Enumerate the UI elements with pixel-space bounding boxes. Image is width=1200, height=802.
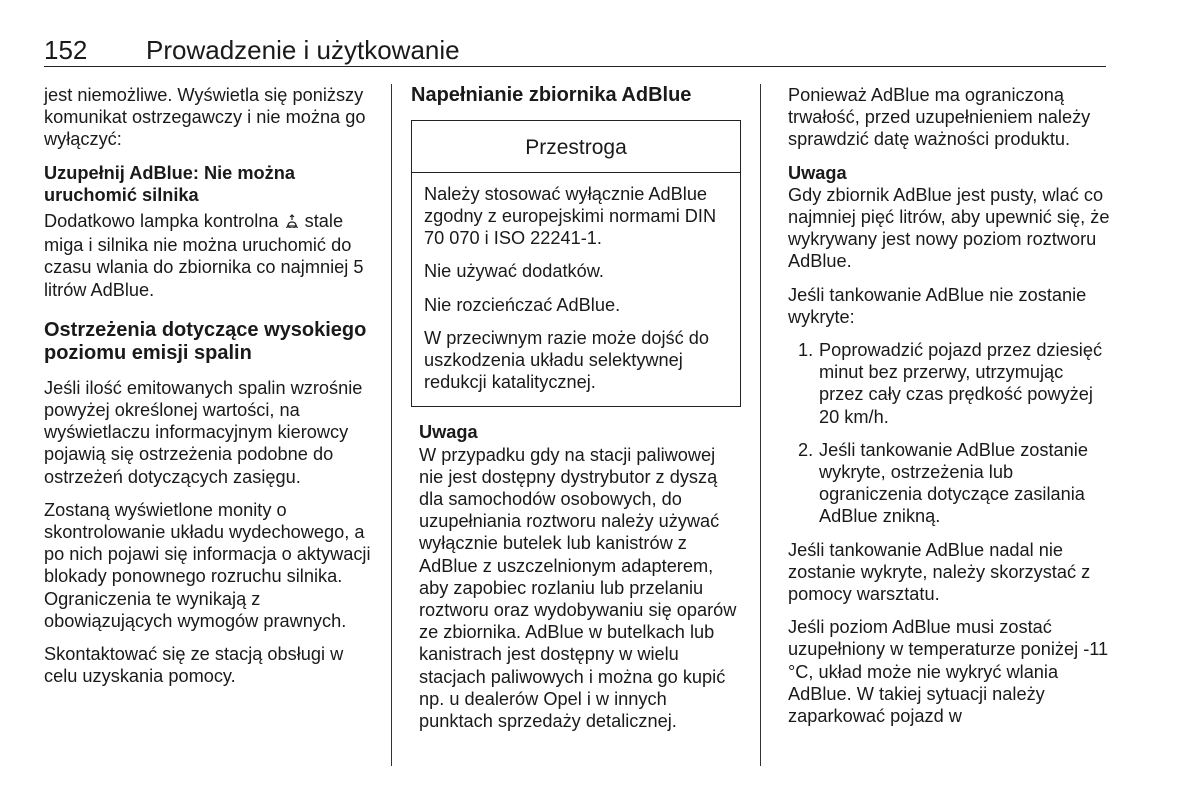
paragraph-text: stale miga i silnika nie można uruchomić do czasu wlania do zbiornika co najmniej 5 litrów AdBlue. [44, 211, 364, 300]
paragraph: jest niemożliwe. Wyświetla się poniższy komunikat ostrzegawczy i nie można go wyłączyć: [44, 85, 366, 150]
paragraph [44, 210, 379, 301]
paragraph: Nie używać dodatków. [424, 261, 604, 282]
column-middle [411, 84, 741, 743]
paragraph-text: Dodatkowo lampka kontrolna [44, 211, 284, 232]
note-body: W przypadku gdy na stacji paliwowej nie jest dostępny dystrybutor z dyszą dla samochodów osobowych, do uzupełniania roztworu należy używać wyłącznie butelek lub kanistrów z AdBlue z uszczelnionym adapterem, aby zapobiec rozlaniu lub przelaniu roztworu oraz wydobywaniu się oparów ze zbiornika. AdBlue w butelkach lub kanistrach jest dostępny w wielu stacjach paliwowych i można go kupić np. u dealerów Opel i w innych punktach sprzedaży detalicznej. [419, 444, 737, 731]
caution-box [411, 120, 741, 408]
warning-message: Uzupełnij AdBlue: Nie można uruchomić silnika [44, 162, 295, 205]
paragraph: Jeśli ilość emitowanych spalin wzrośnie powyżej określonej wartości, na wyświetlaczu informacyjnym kierowcy pojawią się ostrzeżenia podobne do ostrzeżeń dotyczących zasięgu. [44, 377, 363, 487]
paragraph: Jeśli tankowanie AdBlue nadal nie zostanie wykryte, należy skorzystać z pomocy warsztatu. [788, 539, 1091, 605]
section-heading: Napełnianie zbiornika AdBlue [411, 84, 692, 106]
list-item [788, 439, 1110, 528]
steps-list [788, 339, 1110, 528]
list-item [788, 339, 1110, 428]
paragraph: Skontaktować się ze stacją obsługi w celu uzyskania pomocy. [44, 644, 344, 687]
section-title: Prowadzenie i użytkowanie [146, 35, 460, 65]
paragraph: Nie rozcieńczać AdBlue. [424, 294, 621, 315]
page-header [44, 33, 1106, 67]
column-left [44, 84, 379, 698]
adblue-warning-lamp-icon [284, 214, 300, 231]
paragraph: Zostaną wyświetlone monity o skontrolowanie układu wydechowego, a po nich pojawi się informacja o aktywacji blokady ponownego rozruchu silnika. Ograniczenia te wynikają z obowiązujących wymogów prawnych. [44, 499, 371, 631]
section-heading: Ostrzeżenia dotyczące wysokiego poziomu emisji spalin [44, 318, 367, 365]
paragraph: W przeciwnym razie może dojść do uszkodzenia układu selektywnej redukcji katalitycznej. [424, 327, 710, 393]
step-number: 1. [798, 340, 814, 361]
paragraph: Należy stosować wyłącznie AdBlue zgodny z europejskimi normami DIN 70 070 i ISO 22241-1. [424, 183, 717, 249]
page-number: 152 [44, 35, 88, 65]
caution-title: Przestroga [412, 121, 740, 173]
paragraph: Jeśli poziom AdBlue musi zostać uzupełniony w temperaturze poniżej -11 °C, układ może nie wykryć wlania AdBlue. W takiej sytuacji należy zaparkować pojazd w [788, 617, 1109, 727]
note-heading: Uwaga [788, 162, 847, 183]
step-number: 2. [798, 439, 814, 460]
paragraph: Jeśli tankowanie AdBlue nie zostanie wykryte: [788, 284, 1087, 327]
caution-body [412, 173, 740, 407]
column-divider [760, 84, 761, 766]
note-body: Gdy zbiornik AdBlue jest pusty, wlać co najmniej pięć litrów, aby upewnić się, że wykrywany jest nowy poziom roztworu AdBlue. [788, 184, 1110, 272]
step-text: Jeśli tankowanie AdBlue zostanie wykryte, ostrzeżenia lub ograniczenia dotyczące zasilania AdBlue znikną. [819, 439, 1088, 527]
column-divider [391, 84, 392, 766]
note-heading: Uwaga [419, 422, 478, 443]
column-right [788, 84, 1110, 738]
step-text: Poprowadzić pojazd przez dziesięć minut bez przerwy, utrzymując przez cały czas prędkość powyżej 20 km/h. [819, 340, 1103, 427]
paragraph: Ponieważ AdBlue ma ograniczoną trwałość, przed uzupełnieniem należy sprawdzić datę ważności produktu. [788, 85, 1091, 150]
